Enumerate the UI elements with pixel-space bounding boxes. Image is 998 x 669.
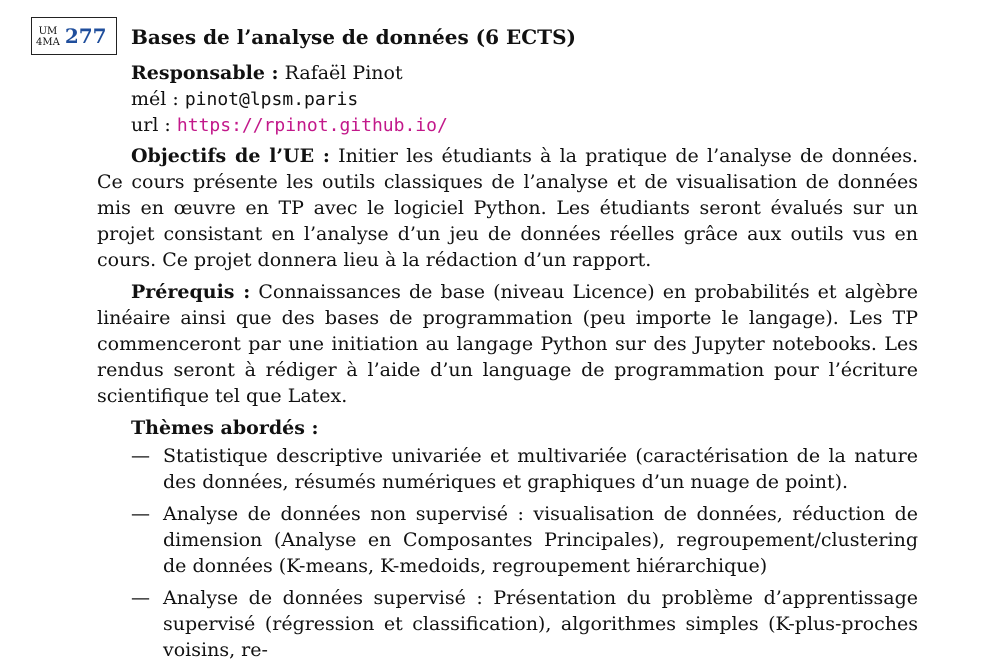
theme-text: Analyse de données supervisé : Présentation du problème d’apprentissage supervisé (régression et classification), algorithmes simples (K-plus-proches voisins, re-	[163, 587, 918, 661]
bullet-dash: —	[131, 445, 150, 467]
code-top: UM	[38, 26, 58, 37]
mail-line	[131, 86, 448, 112]
list-item	[97, 443, 918, 495]
bullet-dash: —	[131, 587, 150, 609]
bullet-dash: —	[131, 503, 150, 525]
contact-block	[131, 60, 448, 138]
url-label: url :	[131, 114, 171, 136]
prerequis-paragraph	[97, 279, 918, 409]
theme-text: Analyse de données non supervisé : visualisation de données, réduction de dimension (Analyse en Composantes Principales), regroupement/clustering de données (K-means, K-medoids, regroupement hiérarchique)	[163, 503, 918, 577]
list-item	[97, 585, 918, 663]
course-code-box	[31, 17, 117, 55]
theme-text: Statistique descriptive univariée et multivariée (caractérisation de la nature des données, résumés numériques et graphiques d’un nuage de point).	[163, 445, 918, 493]
objectifs-text: Initier les étudiants à la pratique de l’analyse de données. Ce cours présente les outils classiques de l’analyse et de visualisation de données mis en œuvre en TP avec le logiciel Python. Les étudiants seront évalués sur un projet consistant en l’analyse d’un jeu de données réelles grâce aux outils vus en cours. Ce projet donnera lieu à la rédaction d’un rapport.	[97, 145, 919, 271]
mail-label: mél :	[131, 88, 179, 110]
objectifs-paragraph	[97, 143, 918, 273]
list-item	[97, 501, 918, 579]
url-link[interactable]: https://rpinot.github.io/	[176, 115, 448, 136]
course-code-prefix	[36, 26, 60, 48]
responsable-line	[131, 60, 448, 86]
objectifs-label: Objectifs de l’UE :	[131, 145, 330, 167]
themes-heading: Thèmes abordés :	[131, 417, 319, 439]
code-bottom: 4MA	[36, 37, 60, 48]
themes-list	[97, 443, 918, 663]
prerequis-text: Connaissances de base (niveau Licence) en probabilités et algèbre linéaire ainsi que des bases de programmation (peu importe le langage). Les TP commenceront par une initiation au langage Python sur des Jupyter notebooks. Les rendus seront à rédiger à l’aide d’un language de programmation pour l’écriture scientifique tel que Latex.	[97, 281, 918, 407]
responsable-label: Responsable :	[131, 62, 279, 84]
course-title: Bases de l’analyse de données (6 ECTS)	[131, 25, 576, 49]
responsable-name: Rafaël Pinot	[284, 62, 403, 84]
mail-link[interactable]: pinot@lpsm.paris	[184, 89, 359, 110]
url-line	[131, 112, 448, 138]
course-number: 277	[64, 24, 107, 48]
prerequis-label: Prérequis :	[131, 281, 251, 303]
course-description	[97, 143, 918, 669]
